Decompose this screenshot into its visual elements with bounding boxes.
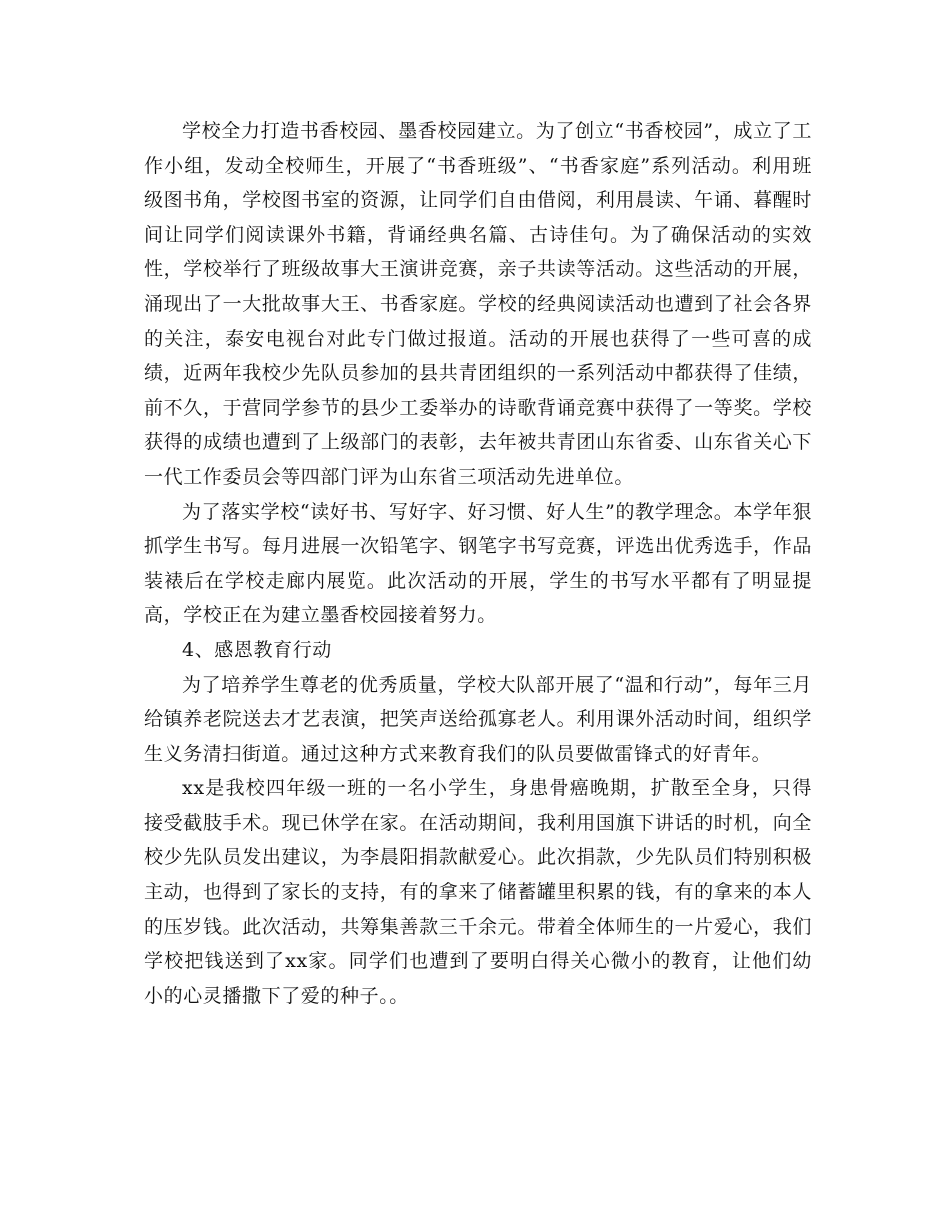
paragraph-elderly-care: 为了培养学生尊老的优秀质量，学校大队部开展了“温和行动”，每年三月给镇养老院送去才艺表演，把笑声送给孤寡老人。利用课外活动时间，组织学生义务清扫街道。通过这种方式来教育我们的队员要做雷锋式的好青年。 [144,673,812,765]
paragraph-school-reading-campus: 学校全力打造书香校园、墨香校园建立。为了创立“书香校园”，成立了工作小组，发动全校师生，开展了“书香班级”、“书香家庭”系列活动。利用班级图书角，学校图书室的资源，让同学们自由借阅，利用晨读、午诵、暮醒时间让同学们阅读课外书籍，背诵经典名篇、古诗佳句。为了确保活动的实效性，学校举行了班级故事大王演讲竞赛，亲子共读等活动。这些活动的开展，涌现出了一大批故事大王、书香家庭。学校的经典阅读活动也遭到了社会各界的关注，泰安电视台对此专门做过报道。活动的开展也获得了一些可喜的成绩，近两年我校少先队员参加的县共青团组织的一系列活动中都获得了佳绩，前不久，于营同学参节的县少工委举办的诗歌背诵竞赛中获得了一等奖。学校获得的成绩也遭到了上级部门的表彰，去年被共青团山东省委、山东省关心下一代工作委员会等四部门评为山东省三项活动先进单位。 [144,120,812,488]
section-heading-gratitude: 4、感恩教育行动 [182,638,332,661]
paragraph-writing-competition: 为了落实学校“读好书、写好字、好习惯、好人生”的教学理念。本学年狠抓学生书写。每月进展一次铅笔字、钢笔字书写竞赛，评选出优秀选手，作品装裱后在学校走廊内展览。此次活动的开展，学生的书写水平都有了明显提高，学校正在为建立墨香校园接着努力。 [144,500,812,627]
paragraph-donation: xx是我校四年级一班的一名小学生，身患骨癌晚期，扩散至全身，只得接受截肢手术。现已休学在家。在活动期间，我利用国旗下讲话的时机，向全校少先队员发出建议，为李晨阳捐款献爱心。此次捐款，少先队员们特别积极主动，也得到了家长的支持，有的拿来了储蓄罐里积累的钱，有的拿来的本人的压岁钱。此次活动，共筹集善款三千余元。带着全体师生的一片爱心，我们学校把钱送到了xx家。同学们也遭到了要明白得关心微小的教育，让他们幼小的心灵播撒下了爱的种子。。 [144,777,812,1007]
document-body [144,114,812,1013]
